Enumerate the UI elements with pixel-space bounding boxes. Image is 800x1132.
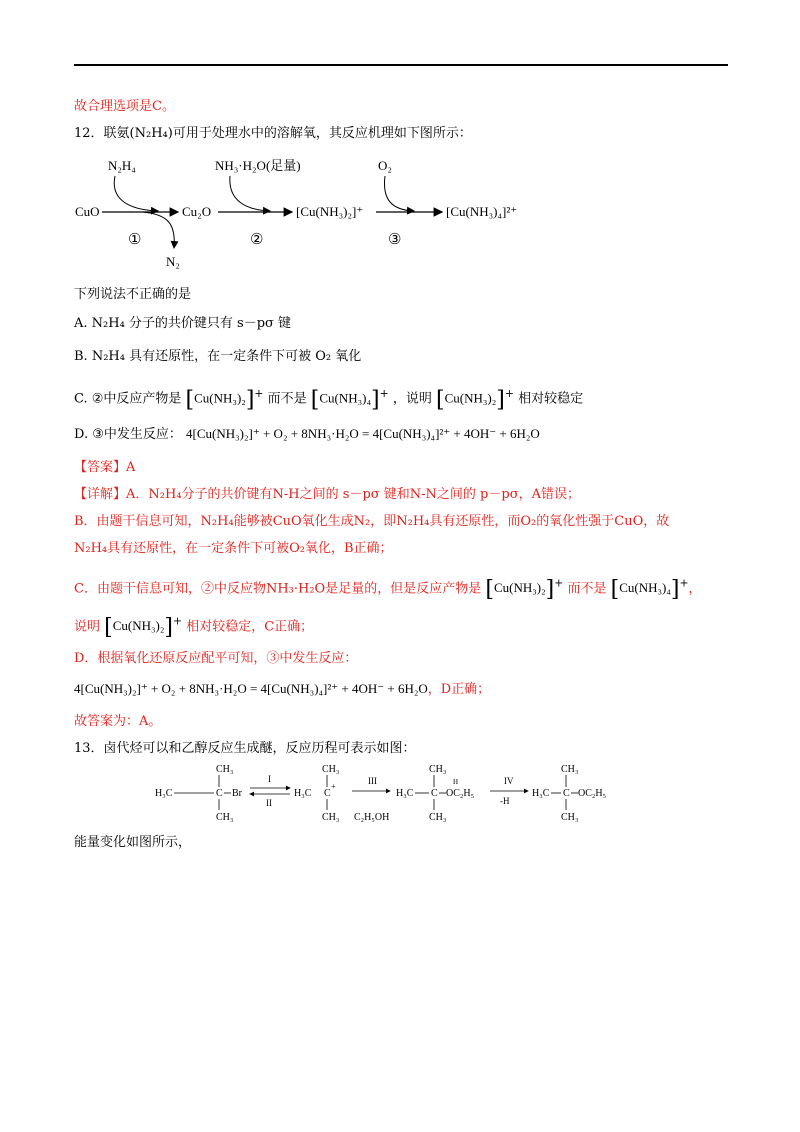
question-12-prompt: 下列说法不正确的是	[74, 287, 192, 302]
answer-label: 【答案】	[74, 460, 127, 475]
minus-h-label: -H	[500, 796, 510, 806]
option-d-label: D. ③中发生反应：	[74, 427, 182, 442]
curve-o2-in	[384, 176, 414, 211]
s2-h3c: H₃C	[294, 788, 312, 799]
s4-top-ch3: CH₃	[561, 764, 579, 775]
s1-c: C	[216, 788, 223, 799]
byproduct-n2: N₂	[166, 254, 180, 269]
detail-c-mid: 而不是	[567, 581, 607, 597]
answer-value: A	[126, 460, 136, 475]
detail-a	[74, 486, 580, 504]
option-c-part2: 而不是	[267, 391, 307, 407]
step-3-label: ③	[388, 232, 402, 248]
detail-c-line1: C．由题干信息可知，②中反应物NH₃·H₂O是足量的，但是反应产物是 [Cu(NH₃)₂]+ 而不是 [Cu(NH₃)₄]+，	[74, 577, 702, 603]
detail-b-line1: B．由题干信息可知，N₂H₄能够被CuO氧化生成N₂，即N₂H₄具有还原性，而O₂的氧化性强于CuO，故	[74, 514, 670, 529]
option-d-equation: 4[Cu(NH₃)₂]⁺ + O₂ + 8NH₃·H₂O = 4[Cu(NH₃)₄]²⁺ + 4OH⁻ + 6H₂O	[186, 426, 540, 441]
answer-line	[74, 459, 135, 477]
option-a: A. N₂H₄ 分子的共价键只有 s－pσ 键	[74, 316, 292, 331]
step-ii-label: II	[266, 798, 272, 808]
detail-b-line2: N₂H₄具有还原性，在一定条件下可被O₂氧化，B正确；	[74, 541, 393, 556]
detail-c-line2: 说明 [Cu(NH₃)₂]+ 相对较稳定，C正确；	[74, 615, 314, 641]
detail-d-line2	[74, 680, 490, 699]
question-13-stem: 13．卤代烃可以和乙醇反应生成醚，反应历程可表示如图：	[74, 741, 416, 756]
species-cu-nh3-4: [Cu(NH₃)₄]²⁺	[446, 204, 518, 219]
option-c-part3: ，说明	[392, 391, 432, 407]
s4-oc2h5: OC₂H₅	[578, 788, 607, 799]
step-2-label: ②	[250, 232, 264, 248]
detail-c-complex1: Cu(NH₃)₂	[493, 580, 546, 596]
detail-a-text: A．N₂H₄分子的共价键有N-H之间的 s－pσ 键和N-N之间的 p－pσ，A错误；	[126, 487, 580, 502]
s2-c: C	[324, 788, 331, 799]
s4-h3c: H₃C	[532, 788, 550, 799]
detail-c-text2b: 相对较稳定，C正确；	[186, 619, 314, 635]
s2-bottom-ch3: CH₃	[322, 812, 340, 823]
question-12-stem: 12．联氨(N₂H₄)可用于处理水中的溶解氧，其反应机理如下图所示：	[74, 126, 472, 141]
s4-c: C	[563, 788, 570, 799]
option-c-part4: 相对较稳定	[518, 391, 584, 407]
step-1-label: ①	[128, 232, 142, 248]
step-i-label: I	[268, 774, 271, 784]
ether-formation-scheme	[150, 760, 670, 830]
detail-label: 【详解】	[74, 487, 127, 502]
species-cu2o: Cu₂O	[182, 204, 212, 219]
reaction-mechanism-diagram	[70, 150, 590, 275]
s3-oc2h5: OC₂H₅	[446, 788, 475, 799]
reactant-o2: O₂	[378, 158, 392, 173]
s1-br: Br	[232, 788, 242, 799]
curve-nh3-in	[230, 176, 270, 211]
header-rule	[74, 64, 728, 66]
ethanol: C₂H₅OH	[354, 812, 390, 823]
reactant-nh3h2o: NH₃·H₂O(足量)	[215, 158, 301, 173]
s1-h3c: H₃C	[155, 788, 173, 799]
s3-bottom-ch3: CH₃	[429, 812, 447, 823]
detail-c-text1: C．由题干信息可知，②中反应物NH₃·H₂O是足量的，但是反应产物是	[74, 581, 482, 597]
detail-d-tail: ，D正确；	[427, 682, 491, 697]
step-iv-label: IV	[504, 776, 514, 786]
detail-c-text2a: 说明	[74, 619, 101, 635]
option-c-part1: C. ②中反应产物是	[74, 391, 182, 407]
option-b: B. N₂H₄ 具有还原性，在一定条件下可被 O₂ 氧化	[74, 349, 362, 364]
detail-d-line1: D．根据氧化还原反应配平可知，③中发生反应：	[74, 651, 358, 666]
s1-top-ch3: CH₃	[216, 764, 234, 775]
detail-c-complex2: Cu(NH₃)₄	[619, 580, 671, 596]
species-cuo: CuO	[75, 204, 100, 219]
option-c-complex3: Cu(NH₃)₂	[444, 390, 497, 406]
option-c: C. ②中反应产物是 [Cu(NH₃)₂]+ 而不是 [Cu(NH₃)₄]+ ，说明 [Cu(NH₃)₂]+ 相对较稳定	[74, 387, 584, 413]
s3-c: C	[431, 788, 438, 799]
s3-h: H	[453, 778, 459, 786]
species-cu-nh3-2: [Cu(NH₃)₂]⁺	[296, 204, 364, 219]
s4-bottom-ch3: CH₃	[561, 812, 579, 823]
s2-plus: +	[331, 782, 336, 791]
s3-top-ch3: CH₃	[429, 764, 447, 775]
detail-d-equation: 4[Cu(NH₃)₂]⁺ + O₂ + 8NH₃·H₂O = 4[Cu(NH₃)₄]²⁺ + 4OH⁻ + 6H₂O	[74, 681, 428, 696]
option-c-complex1: Cu(NH₃)₂	[194, 390, 246, 406]
option-d	[74, 425, 540, 444]
curve-n2h4-in	[114, 176, 158, 211]
step-iii-label: III	[368, 776, 377, 786]
option-c-complex2: Cu(NH₃)₄	[319, 390, 372, 406]
previous-conclusion: 故合理选项是C。	[74, 99, 175, 114]
s2-top-ch3: CH₃	[322, 764, 340, 775]
s3-h3c: H₃C	[396, 788, 414, 799]
detail-c-complex3: Cu(NH₃)₂	[112, 618, 165, 634]
energy-note: 能量变化如图所示，	[74, 835, 192, 850]
final-answer: 故答案为：A。	[74, 714, 162, 729]
curve-n2-out	[142, 212, 174, 248]
reactant-n2h4: N₂H₄	[108, 158, 136, 173]
s1-bottom-ch3: CH₃	[216, 812, 234, 823]
